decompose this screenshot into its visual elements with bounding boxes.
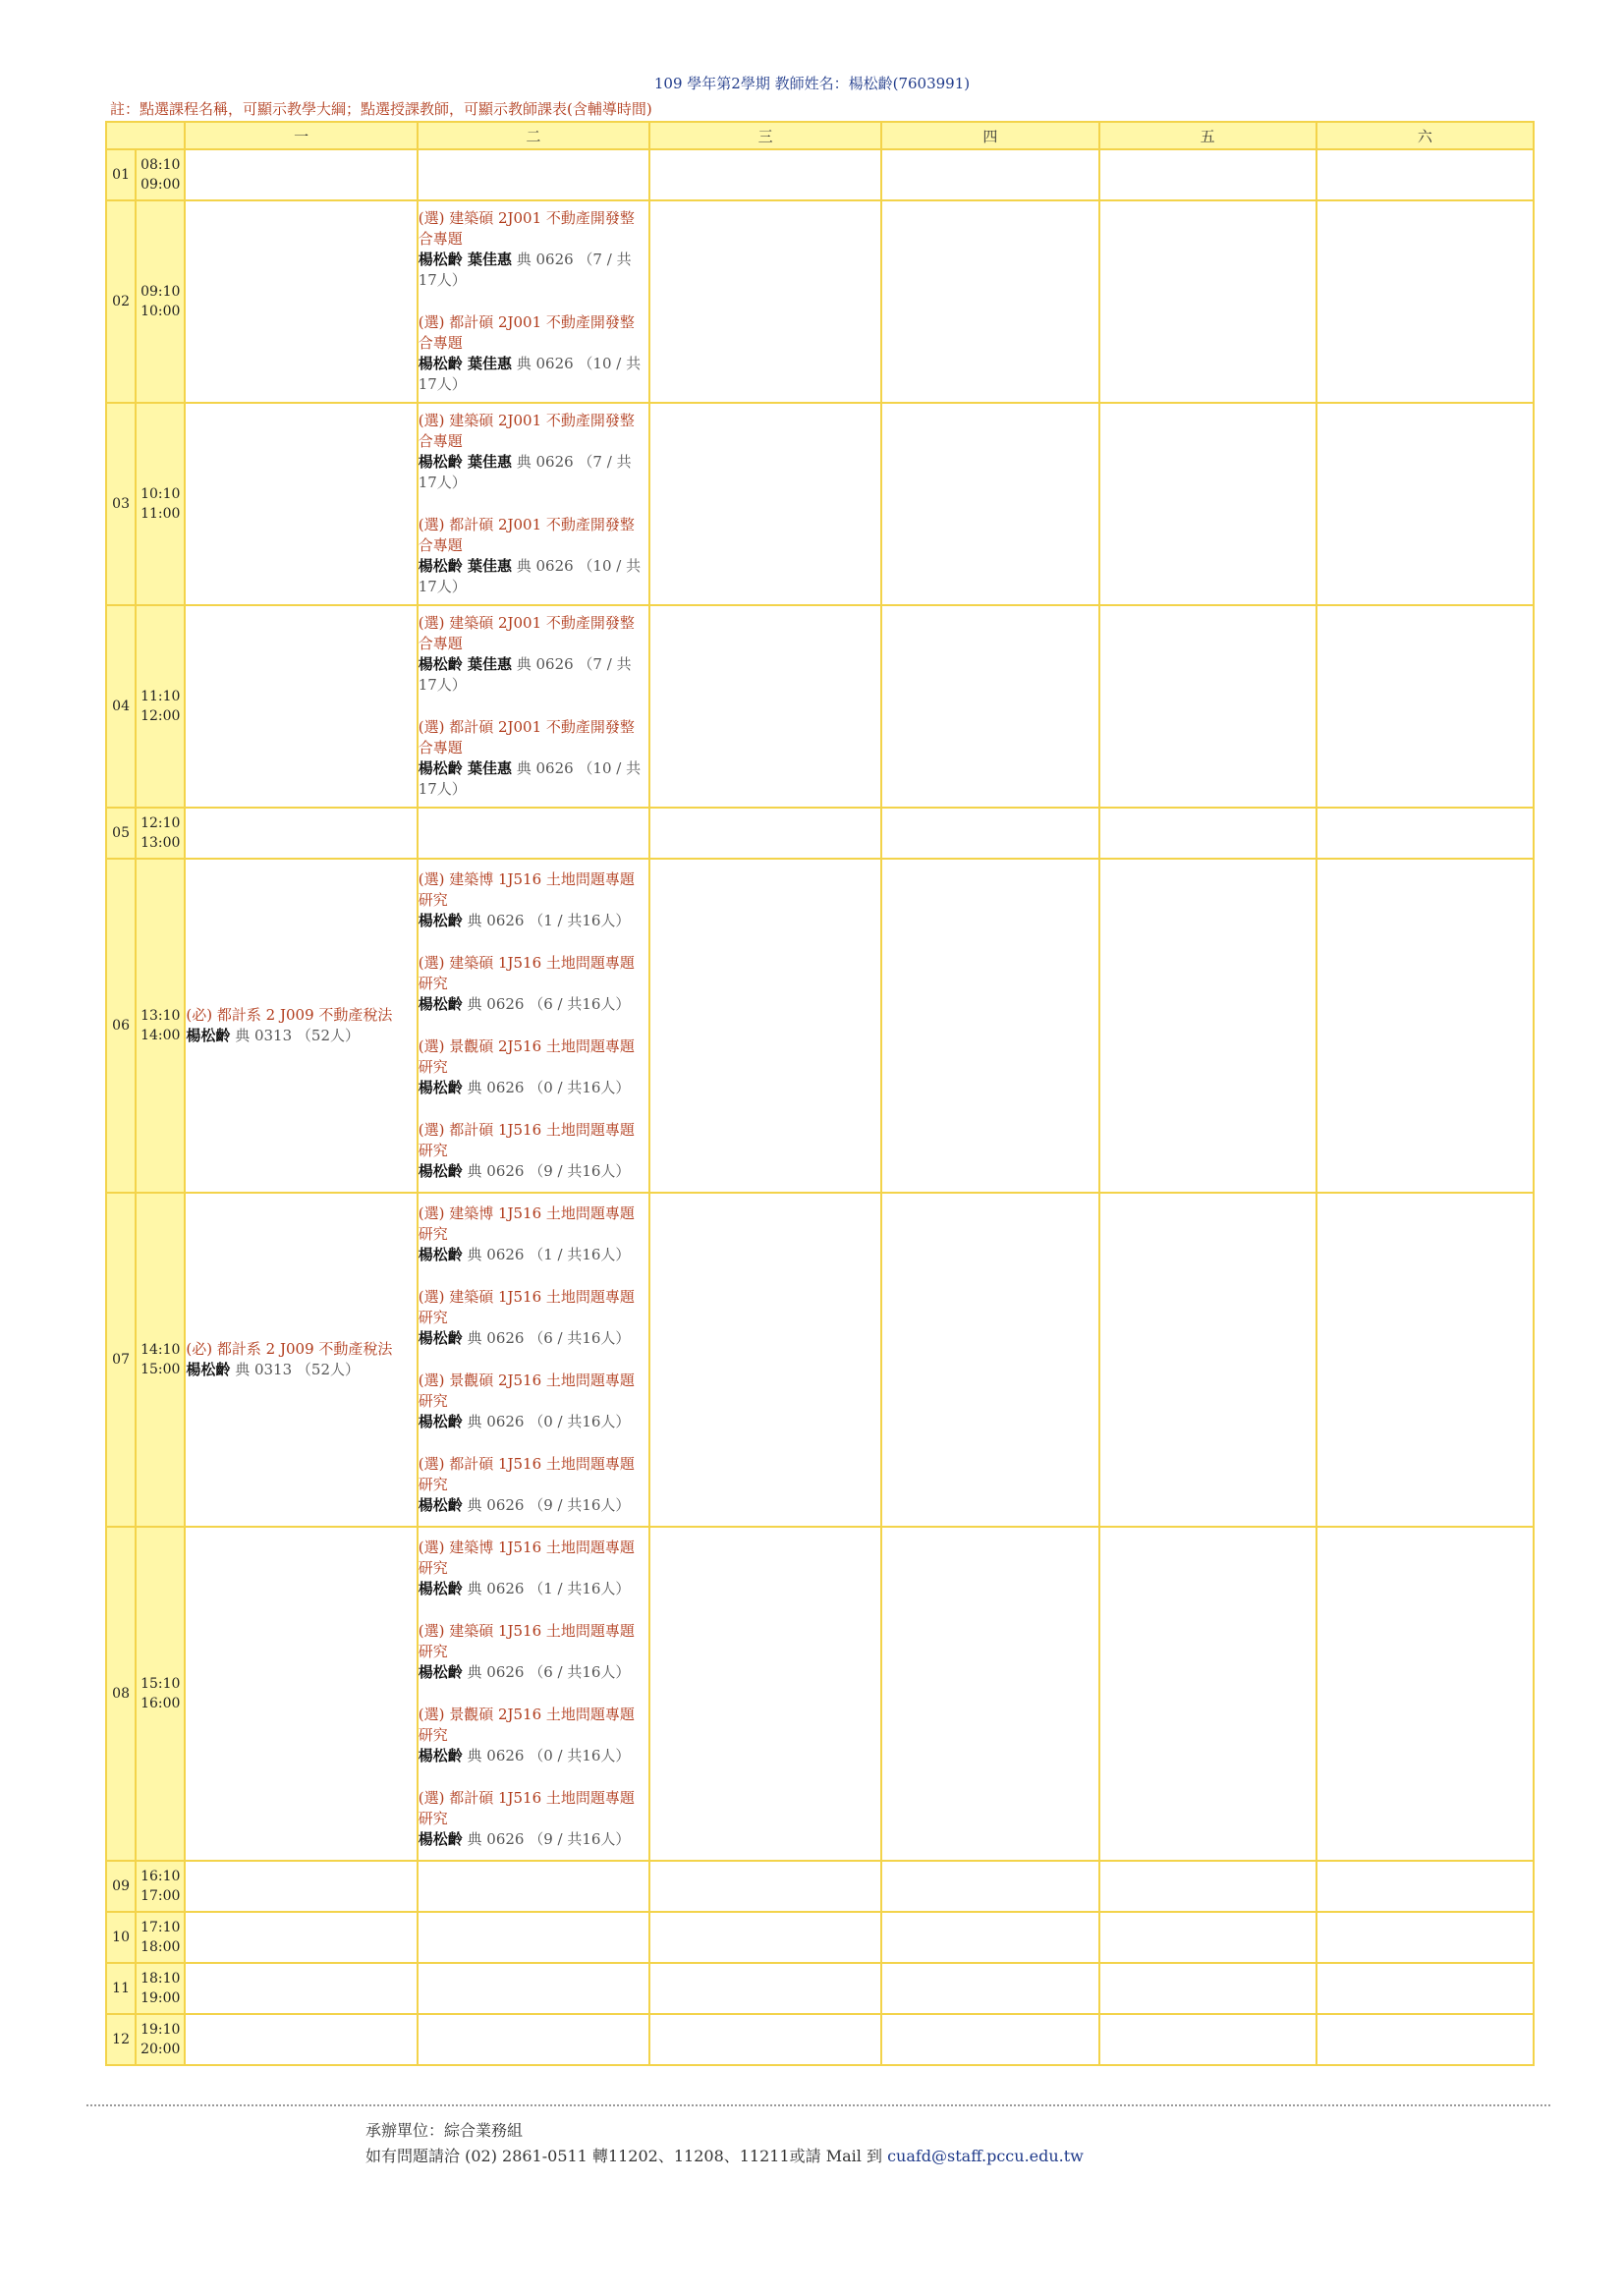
- teacher-link[interactable]: 楊松齡 葉佳惠: [418, 655, 512, 673]
- room-enrollment: 典 0626 （1 / 共16人）: [462, 1246, 631, 1263]
- schedule-cell: [649, 1193, 881, 1527]
- course-entry: [419, 1371, 648, 1432]
- teacher-link[interactable]: 楊松齡 葉佳惠: [418, 251, 512, 268]
- course-link[interactable]: (選) 都計碩 2J001 不動產開發整合專題: [418, 718, 635, 756]
- period-row: [106, 403, 1534, 605]
- course-meta: [419, 1662, 648, 1683]
- period-time: [136, 1861, 185, 1912]
- day-header: 四: [881, 122, 1098, 149]
- room-enrollment: 典 0626 （10 / 共17人）: [418, 759, 642, 798]
- teacher-link[interactable]: 楊松齡: [418, 1413, 463, 1430]
- course-entry: [419, 717, 648, 800]
- course-link[interactable]: (選) 建築碩 1J516 土地問題專題研究: [418, 954, 635, 992]
- schedule-cell: [1099, 605, 1316, 808]
- course-entry: [419, 1454, 648, 1516]
- schedule-cell: [649, 1963, 881, 2014]
- schedule-cell: [1099, 403, 1316, 605]
- course-entry: [419, 312, 648, 395]
- period-number: 03: [106, 403, 136, 605]
- period-start: 16:10: [140, 1869, 181, 1884]
- period-start: 10:10: [140, 486, 181, 502]
- period-row: [106, 1912, 1534, 1963]
- course-meta: [419, 911, 648, 931]
- period-time: [136, 200, 185, 403]
- period-start: 18:10: [140, 1971, 181, 1987]
- room-enrollment: 典 0626 （6 / 共16人）: [462, 995, 631, 1013]
- course-entry: [419, 1036, 648, 1098]
- period-time: [136, 808, 185, 859]
- period-end: 16:00: [140, 1696, 181, 1711]
- course-entry: [419, 1705, 648, 1766]
- period-row: [106, 1527, 1534, 1861]
- schedule-cell: [1099, 859, 1316, 1193]
- course-link[interactable]: (選) 都計碩 1J516 土地問題專題研究: [418, 1121, 635, 1159]
- course-meta: [419, 1245, 648, 1265]
- schedule-cell: [185, 1912, 417, 1963]
- period-end: 18:00: [140, 1939, 181, 1955]
- period-end: 13:00: [140, 835, 181, 851]
- teacher-link[interactable]: 楊松齡: [418, 1329, 463, 1347]
- course-meta: [419, 354, 648, 395]
- day-header-row: [106, 122, 1534, 149]
- schedule-cell: [881, 1912, 1098, 1963]
- course-entry: [419, 1120, 648, 1182]
- schedule-cell: [1316, 1912, 1534, 1963]
- schedule-cell: [649, 1912, 881, 1963]
- room-enrollment: 典 0626 （0 / 共16人）: [462, 1747, 631, 1764]
- period-row: [106, 1861, 1534, 1912]
- teacher-link[interactable]: 楊松齡: [418, 1162, 463, 1180]
- schedule-cell: [185, 1963, 417, 2014]
- schedule-cell: [418, 1912, 649, 1963]
- period-row: [106, 149, 1534, 200]
- period-end: 15:00: [140, 1362, 181, 1377]
- schedule-cell: [649, 859, 881, 1193]
- period-row: [106, 859, 1534, 1193]
- schedule-cell: [1099, 1912, 1316, 1963]
- teacher-link[interactable]: 楊松齡: [186, 1027, 231, 1044]
- schedule-cell: [418, 1527, 649, 1861]
- schedule-cell: [881, 1963, 1098, 2014]
- schedule-cell: [881, 1861, 1098, 1912]
- period-row: [106, 808, 1534, 859]
- period-number: 08: [106, 1527, 136, 1861]
- schedule-cell: [1099, 1527, 1316, 1861]
- day-header: 六: [1316, 122, 1534, 149]
- page-title: 109 學年第2學期 教師姓名：楊松齡(7603991): [653, 75, 971, 92]
- period-time: [136, 1963, 185, 2014]
- schedule-cell: [1316, 403, 1534, 605]
- course-meta: [419, 250, 648, 291]
- course-meta: [419, 1495, 648, 1516]
- period-time: [136, 1193, 185, 1527]
- period-row: [106, 2014, 1534, 2065]
- teacher-link[interactable]: 楊松齡 葉佳惠: [418, 355, 512, 372]
- schedule-cell: [881, 808, 1098, 859]
- room-enrollment: 典 0626 （0 / 共16人）: [462, 1413, 631, 1430]
- footer-contact: [365, 2144, 1084, 2169]
- teacher-link[interactable]: 楊松齡: [418, 1830, 463, 1848]
- schedule-cell: [881, 1527, 1098, 1861]
- schedule-cell: [649, 605, 881, 808]
- course-meta: [186, 1360, 416, 1380]
- course-link[interactable]: (選) 建築碩 1J516 土地問題專題研究: [418, 1622, 635, 1660]
- instruction-note: 註：點選課程名稱，可顯示教學大綱；點選授課教師，可顯示教師課表(含輔導時間): [110, 100, 652, 118]
- schedule-cell: [881, 403, 1098, 605]
- period-end: 11:00: [140, 506, 181, 522]
- schedule-cell: [1099, 2014, 1316, 2065]
- schedule-cell: [1316, 1527, 1534, 1861]
- footer-contact-text: 如有問題請洽 (02) 2861-0511 轉11202、11208、11211或請 Mail 到: [365, 2147, 888, 2165]
- schedule-cell: [881, 605, 1098, 808]
- period-start: 11:10: [140, 689, 181, 704]
- schedule-cell: [185, 808, 417, 859]
- course-link[interactable]: (必) 都計系 2 J009 不動產稅法: [186, 1340, 393, 1358]
- period-row: [106, 1963, 1534, 2014]
- period-number: 05: [106, 808, 136, 859]
- footer: [365, 2118, 1084, 2169]
- schedule-cell: [881, 200, 1098, 403]
- room-enrollment: 典 0626 （7 / 共17人）: [418, 655, 632, 694]
- period-start: 12:10: [140, 815, 181, 831]
- teacher-link[interactable]: 楊松齡 葉佳惠: [418, 453, 512, 471]
- room-enrollment: 典 0626 （1 / 共16人）: [462, 912, 631, 929]
- period-time: [136, 2014, 185, 2065]
- schedule-cell: [649, 808, 881, 859]
- day-header: 五: [1099, 122, 1316, 149]
- period-time: [136, 1912, 185, 1963]
- period-row: [106, 200, 1534, 403]
- room-enrollment: 典 0626 （7 / 共17人）: [418, 251, 632, 289]
- teacher-link[interactable]: 楊松齡: [418, 995, 463, 1013]
- schedule-cell: [1099, 1861, 1316, 1912]
- teacher-link[interactable]: 楊松齡 葉佳惠: [418, 557, 512, 575]
- course-link[interactable]: (選) 建築碩 2J001 不動產開發整合專題: [418, 614, 635, 652]
- period-start: 08:10: [140, 157, 181, 173]
- period-number: 09: [106, 1861, 136, 1912]
- course-link[interactable]: (選) 都計碩 2J001 不動產開發整合專題: [418, 516, 635, 554]
- course-meta: [419, 1078, 648, 1098]
- day-header: 三: [649, 122, 881, 149]
- schedule-cell: [185, 859, 417, 1193]
- teacher-link[interactable]: 楊松齡: [418, 1496, 463, 1514]
- course-entry: [419, 515, 648, 597]
- schedule-cell: [1316, 605, 1534, 808]
- course-meta: [419, 452, 648, 493]
- schedule-cell: [881, 1193, 1098, 1527]
- period-start: 17:10: [140, 1920, 181, 1935]
- period-number: 11: [106, 1963, 136, 2014]
- period-start: 15:10: [140, 1676, 181, 1692]
- schedule-cell: [1316, 2014, 1534, 2065]
- schedule-cell: [649, 1527, 881, 1861]
- course-link[interactable]: (選) 景觀碩 2J516 土地問題專題研究: [418, 1037, 635, 1076]
- course-meta: [419, 758, 648, 800]
- schedule-cell: [418, 859, 649, 1193]
- schedule-cell: [418, 1861, 649, 1912]
- course-entry: [419, 1538, 648, 1599]
- day-header: 二: [418, 122, 649, 149]
- course-meta: [419, 1161, 648, 1182]
- course-meta: [419, 1328, 648, 1349]
- room-enrollment: 典 0626 （1 / 共16人）: [462, 1580, 631, 1597]
- schedule-cell: [418, 2014, 649, 2065]
- course-entry: [419, 869, 648, 931]
- period-end: 17:00: [140, 1888, 181, 1904]
- schedule-cell: [418, 200, 649, 403]
- period-number: 01: [106, 149, 136, 200]
- course-meta: [419, 1829, 648, 1850]
- period-number: 06: [106, 859, 136, 1193]
- period-number: 10: [106, 1912, 136, 1963]
- schedule-cell: [881, 2014, 1098, 2065]
- course-meta: [419, 994, 648, 1015]
- period-end: 19:00: [140, 1990, 181, 2006]
- course-link[interactable]: (選) 都計碩 2J001 不動產開發整合專題: [418, 313, 635, 352]
- schedule-cell: [1316, 1861, 1534, 1912]
- schedule-cell: [185, 1861, 417, 1912]
- course-entry: [419, 1287, 648, 1349]
- schedule-cell: [418, 149, 649, 200]
- schedule-cell: [1099, 200, 1316, 403]
- period-start: 14:10: [140, 1342, 181, 1358]
- room-enrollment: 典 0626 （7 / 共17人）: [418, 453, 632, 491]
- course-entry: [419, 953, 648, 1015]
- period-end: 09:00: [140, 177, 181, 193]
- course-meta: [419, 1412, 648, 1432]
- schedule-cell: [418, 1193, 649, 1527]
- course-entry: [186, 1005, 416, 1046]
- schedule-cell: [1316, 149, 1534, 200]
- schedule-cell: [649, 2014, 881, 2065]
- schedule-cell: [185, 605, 417, 808]
- room-enrollment: 典 0626 （6 / 共16人）: [462, 1663, 631, 1681]
- period-row: [106, 1193, 1534, 1527]
- footer-unit: 承辦單位：綜合業務組: [365, 2121, 524, 2140]
- teacher-link[interactable]: 楊松齡: [418, 912, 463, 929]
- schedule-cell: [418, 808, 649, 859]
- schedule-cell: [1316, 859, 1534, 1193]
- room-enrollment: 典 0313 （52人）: [230, 1027, 361, 1044]
- course-entry: [419, 613, 648, 696]
- schedule-cell: [185, 200, 417, 403]
- schedule-cell: [649, 403, 881, 605]
- schedule-cell: [185, 149, 417, 200]
- divider: [86, 2104, 1550, 2106]
- course-entry: [186, 1339, 416, 1380]
- schedule-cell: [418, 1963, 649, 2014]
- course-meta: [419, 1579, 648, 1599]
- schedule-cell: [1099, 1963, 1316, 2014]
- teacher-link[interactable]: 楊松齡: [418, 1079, 463, 1096]
- period-end: 10:00: [140, 304, 181, 319]
- course-link[interactable]: (選) 建築博 1J516 土地問題專題研究: [418, 1204, 635, 1243]
- schedule-cell: [185, 1193, 417, 1527]
- course-entry: [419, 1203, 648, 1265]
- day-header: 一: [185, 122, 417, 149]
- course-meta: [419, 654, 648, 696]
- schedule-cell: [881, 859, 1098, 1193]
- schedule-cell: [1316, 808, 1534, 859]
- course-link[interactable]: (選) 建築碩 2J001 不動產開發整合專題: [418, 209, 635, 248]
- period-time: [136, 605, 185, 808]
- schedule-cell: [1316, 1963, 1534, 2014]
- period-number: 12: [106, 2014, 136, 2065]
- course-link[interactable]: (選) 景觀碩 2J516 土地問題專題研究: [418, 1371, 635, 1410]
- schedule-cell: [185, 1527, 417, 1861]
- schedule-cell: [881, 149, 1098, 200]
- schedule-cell: [185, 2014, 417, 2065]
- period-time: [136, 859, 185, 1193]
- email-link[interactable]: cuafd@staff.pccu.edu.tw: [887, 2147, 1084, 2165]
- period-time: [136, 1527, 185, 1861]
- schedule-cell: [1099, 149, 1316, 200]
- course-link[interactable]: (選) 都計碩 1J516 土地問題專題研究: [418, 1455, 635, 1493]
- course-meta: [419, 556, 648, 597]
- period-end: 12:00: [140, 708, 181, 724]
- room-enrollment: 典 0626 （0 / 共16人）: [462, 1079, 631, 1096]
- schedule-cell: [418, 403, 649, 605]
- period-end: 20:00: [140, 2042, 181, 2057]
- period-start: 19:10: [140, 2022, 181, 2038]
- course-link[interactable]: (選) 景觀碩 2J516 土地問題專題研究: [418, 1706, 635, 1744]
- course-entry: [419, 1788, 648, 1850]
- course-entry: [419, 1621, 648, 1683]
- teacher-link[interactable]: 楊松齡 葉佳惠: [418, 759, 512, 777]
- course-link[interactable]: (選) 都計碩 1J516 土地問題專題研究: [418, 1789, 635, 1827]
- schedule-cell: [1316, 200, 1534, 403]
- period-row: [106, 605, 1534, 808]
- period-number: 04: [106, 605, 136, 808]
- schedule-cell: [649, 149, 881, 200]
- corner-cell: [106, 122, 185, 149]
- period-end: 14:00: [140, 1028, 181, 1043]
- room-enrollment: 典 0313 （52人）: [230, 1361, 361, 1378]
- course-link[interactable]: (必) 都計系 2 J009 不動產稅法: [186, 1006, 393, 1024]
- schedule-cell: [1316, 1193, 1534, 1527]
- teacher-link[interactable]: 楊松齡: [186, 1361, 231, 1378]
- course-entry: [419, 411, 648, 493]
- period-number: 02: [106, 200, 136, 403]
- teacher-link[interactable]: 楊松齡: [418, 1246, 463, 1263]
- course-link[interactable]: (選) 建築碩 2J001 不動產開發整合專題: [418, 412, 635, 450]
- schedule-cell: [1099, 808, 1316, 859]
- period-time: [136, 149, 185, 200]
- teacher-link[interactable]: 楊松齡: [418, 1747, 463, 1764]
- timetable: [105, 121, 1535, 2066]
- schedule-cell: [649, 200, 881, 403]
- room-enrollment: 典 0626 （9 / 共16人）: [462, 1496, 631, 1514]
- course-entry: [419, 208, 648, 291]
- course-meta: [419, 1746, 648, 1766]
- schedule-cell: [649, 1861, 881, 1912]
- period-number: 07: [106, 1193, 136, 1527]
- room-enrollment: 典 0626 （9 / 共16人）: [462, 1830, 631, 1848]
- schedule-cell: [418, 605, 649, 808]
- period-start: 13:10: [140, 1008, 181, 1024]
- schedule-cell: [185, 403, 417, 605]
- room-enrollment: 典 0626 （9 / 共16人）: [462, 1162, 631, 1180]
- room-enrollment: 典 0626 （10 / 共17人）: [418, 557, 642, 595]
- schedule-cell: [1099, 1193, 1316, 1527]
- course-link[interactable]: (選) 建築博 1J516 土地問題專題研究: [418, 870, 635, 909]
- teacher-link[interactable]: 楊松齡: [418, 1580, 463, 1597]
- period-time: [136, 403, 185, 605]
- teacher-link[interactable]: 楊松齡: [418, 1663, 463, 1681]
- course-link[interactable]: (選) 建築碩 1J516 土地問題專題研究: [418, 1288, 635, 1326]
- room-enrollment: 典 0626 （6 / 共16人）: [462, 1329, 631, 1347]
- room-enrollment: 典 0626 （10 / 共17人）: [418, 355, 642, 393]
- course-link[interactable]: (選) 建築博 1J516 土地問題專題研究: [418, 1539, 635, 1577]
- course-meta: [186, 1026, 416, 1046]
- period-start: 09:10: [140, 284, 181, 300]
